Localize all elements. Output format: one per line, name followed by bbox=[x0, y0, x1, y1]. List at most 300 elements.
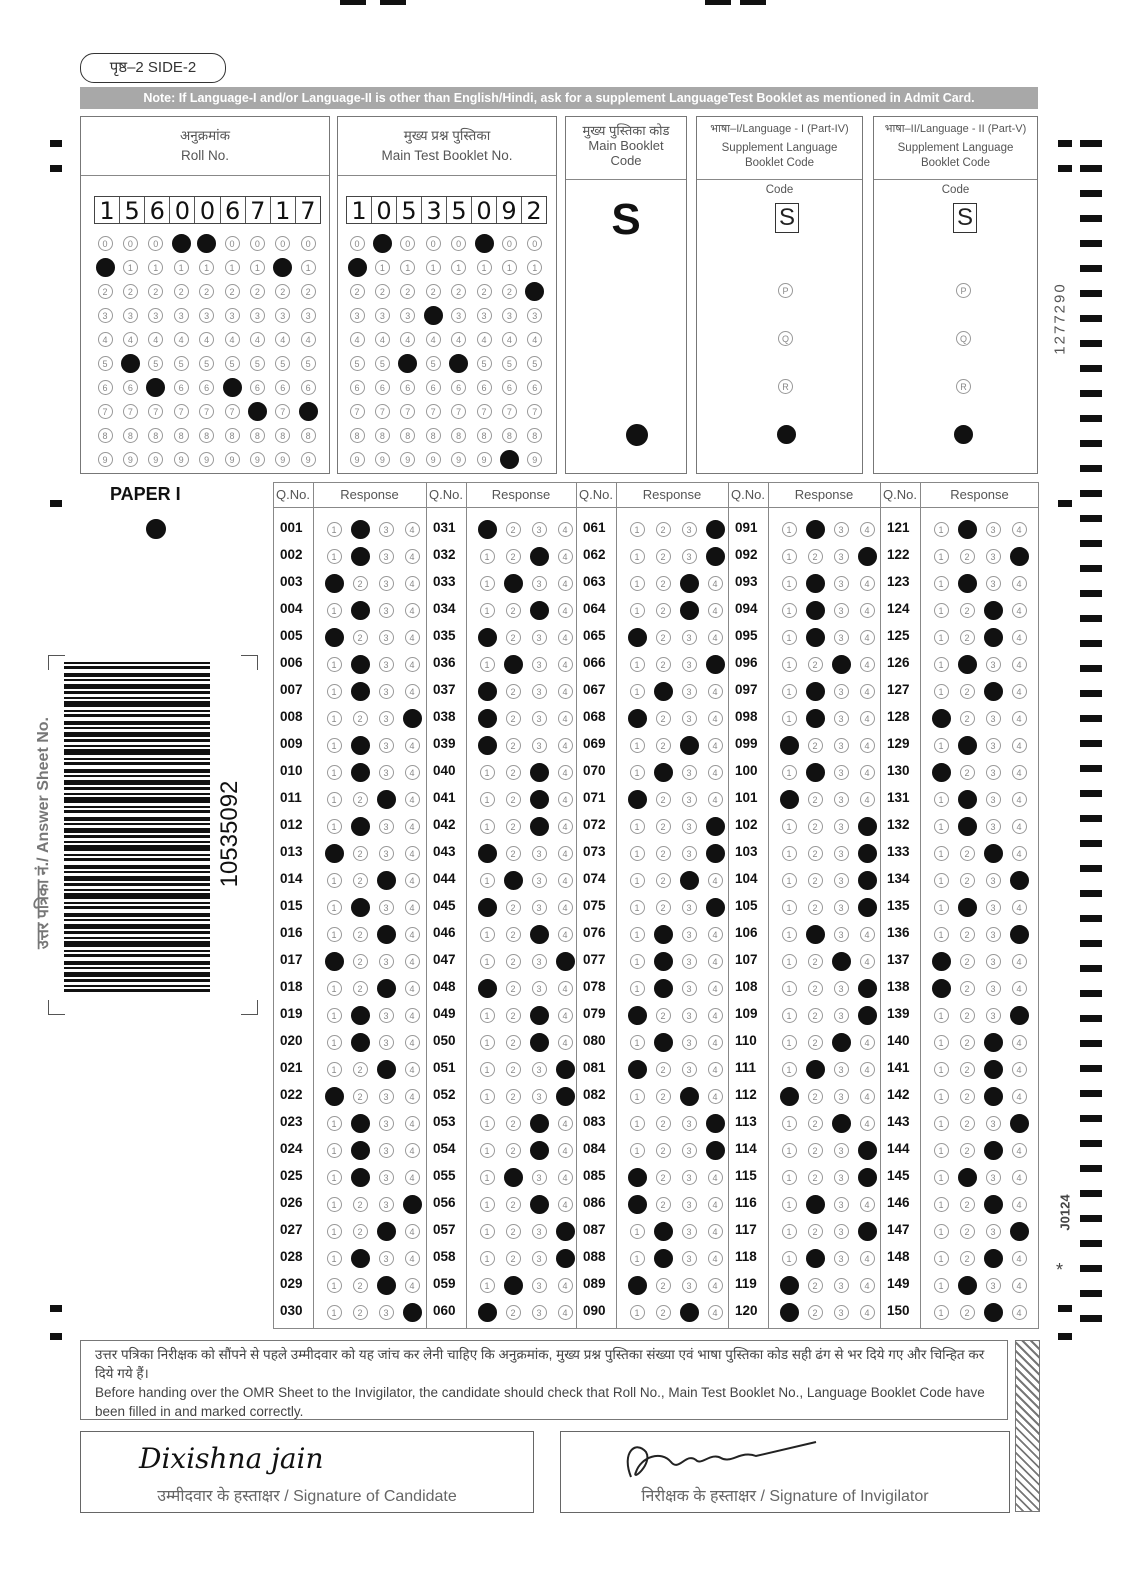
roll-bubble[interactable]: 4 bbox=[123, 332, 138, 347]
answer-bubble[interactable]: 3 bbox=[986, 1116, 1001, 1131]
roll-bubble[interactable]: 9 bbox=[275, 452, 290, 467]
answer-bubble[interactable]: 3 bbox=[986, 522, 1001, 537]
answer-bubble[interactable] bbox=[478, 844, 497, 863]
answer-bubble[interactable]: 1 bbox=[630, 603, 645, 618]
answer-bubble[interactable]: 3 bbox=[379, 684, 394, 699]
booklet-bubble[interactable]: 4 bbox=[375, 332, 390, 347]
answer-bubble[interactable] bbox=[654, 1222, 673, 1241]
answer-bubble[interactable] bbox=[351, 1141, 370, 1160]
answer-bubble[interactable]: 1 bbox=[327, 1143, 342, 1158]
answer-bubble[interactable]: 4 bbox=[708, 576, 723, 591]
answer-bubble[interactable] bbox=[932, 979, 951, 998]
answer-bubble[interactable] bbox=[1010, 925, 1029, 944]
answer-bubble[interactable]: 1 bbox=[782, 711, 797, 726]
answer-bubble[interactable]: 4 bbox=[558, 549, 573, 564]
booklet-bubble[interactable]: 5 bbox=[502, 356, 517, 371]
answer-bubble[interactable]: 3 bbox=[532, 684, 547, 699]
answer-bubble[interactable] bbox=[780, 1276, 799, 1295]
roll-bubble[interactable]: 9 bbox=[250, 452, 265, 467]
answer-bubble[interactable]: 3 bbox=[986, 819, 1001, 834]
booklet-bubble[interactable]: 6 bbox=[426, 380, 441, 395]
roll-bubble[interactable]: 9 bbox=[123, 452, 138, 467]
answer-bubble[interactable]: 4 bbox=[405, 1062, 420, 1077]
answer-bubble[interactable]: 1 bbox=[934, 738, 949, 753]
answer-bubble[interactable]: 2 bbox=[656, 1143, 671, 1158]
roll-digit-5[interactable]: 0 bbox=[195, 197, 220, 223]
answer-bubble[interactable]: 3 bbox=[986, 873, 1001, 888]
answer-bubble[interactable]: 4 bbox=[558, 630, 573, 645]
candidate-signature-box[interactable] bbox=[80, 1431, 534, 1513]
answer-bubble[interactable]: 2 bbox=[808, 738, 823, 753]
answer-bubble[interactable]: 3 bbox=[379, 738, 394, 753]
answer-bubble[interactable]: 4 bbox=[558, 522, 573, 537]
roll-bubble[interactable]: 3 bbox=[301, 308, 316, 323]
answer-bubble[interactable] bbox=[958, 1276, 977, 1295]
answer-bubble[interactable]: 2 bbox=[960, 711, 975, 726]
answer-bubble[interactable]: 4 bbox=[708, 1035, 723, 1050]
answer-bubble[interactable]: 2 bbox=[506, 738, 521, 753]
answer-bubble[interactable]: 1 bbox=[480, 1062, 495, 1077]
answer-bubble[interactable] bbox=[984, 1060, 1003, 1079]
booklet-bubble[interactable]: 2 bbox=[477, 284, 492, 299]
answer-bubble[interactable]: 3 bbox=[986, 1278, 1001, 1293]
answer-bubble[interactable] bbox=[530, 1033, 549, 1052]
answer-bubble[interactable] bbox=[628, 1006, 647, 1025]
answer-bubble[interactable] bbox=[351, 736, 370, 755]
answer-bubble[interactable]: 4 bbox=[860, 738, 875, 753]
roll-bubble[interactable]: 4 bbox=[250, 332, 265, 347]
answer-bubble[interactable]: 3 bbox=[379, 819, 394, 834]
answer-bubble[interactable]: 4 bbox=[860, 1089, 875, 1104]
roll-digit-6[interactable]: 6 bbox=[221, 197, 246, 223]
answer-bubble[interactable] bbox=[351, 655, 370, 674]
answer-bubble[interactable]: 3 bbox=[379, 1116, 394, 1131]
answer-bubble[interactable]: 3 bbox=[986, 549, 1001, 564]
answer-bubble[interactable]: 3 bbox=[682, 981, 697, 996]
answer-bubble[interactable] bbox=[680, 1303, 699, 1322]
answer-bubble[interactable]: 4 bbox=[860, 1035, 875, 1050]
answer-bubble[interactable] bbox=[628, 1060, 647, 1079]
answer-bubble[interactable]: 3 bbox=[986, 1170, 1001, 1185]
answer-bubble[interactable]: 2 bbox=[353, 1089, 368, 1104]
booklet-bubble[interactable]: 5 bbox=[527, 356, 542, 371]
answer-bubble[interactable]: 4 bbox=[405, 1116, 420, 1131]
answer-bubble[interactable] bbox=[654, 1249, 673, 1268]
answer-bubble[interactable] bbox=[858, 871, 877, 890]
answer-bubble[interactable]: 4 bbox=[405, 1170, 420, 1185]
answer-bubble[interactable]: 3 bbox=[834, 603, 849, 618]
answer-bubble[interactable]: 3 bbox=[682, 684, 697, 699]
answer-bubble[interactable]: 2 bbox=[960, 927, 975, 942]
answer-bubble[interactable]: 3 bbox=[532, 954, 547, 969]
answer-bubble[interactable]: 3 bbox=[986, 576, 1001, 591]
answer-bubble[interactable] bbox=[654, 979, 673, 998]
roll-digit-8[interactable]: 1 bbox=[271, 197, 296, 223]
answer-bubble[interactable] bbox=[706, 1114, 725, 1133]
answer-bubble[interactable]: 1 bbox=[934, 1143, 949, 1158]
answer-bubble[interactable]: 4 bbox=[708, 1224, 723, 1239]
booklet-bubble[interactable]: 3 bbox=[527, 308, 542, 323]
answer-bubble[interactable]: 4 bbox=[558, 873, 573, 888]
answer-bubble[interactable]: 1 bbox=[480, 1224, 495, 1239]
answer-bubble[interactable]: 4 bbox=[1012, 819, 1027, 834]
answer-bubble[interactable]: 4 bbox=[558, 1278, 573, 1293]
roll-bubble[interactable]: 6 bbox=[275, 380, 290, 395]
booklet-bubble[interactable]: 8 bbox=[527, 428, 542, 443]
answer-bubble[interactable]: 2 bbox=[506, 1062, 521, 1077]
answer-bubble[interactable]: 4 bbox=[1012, 1197, 1027, 1212]
answer-bubble[interactable]: 4 bbox=[405, 657, 420, 672]
answer-bubble[interactable]: 1 bbox=[480, 657, 495, 672]
roll-bubble[interactable]: 5 bbox=[98, 356, 113, 371]
answer-bubble[interactable]: 3 bbox=[834, 684, 849, 699]
booklet-bubble[interactable]: 7 bbox=[375, 404, 390, 419]
answer-bubble[interactable]: 3 bbox=[834, 1251, 849, 1266]
lang2-code-value[interactable]: S bbox=[953, 203, 977, 233]
booklet-bubble[interactable]: 6 bbox=[502, 380, 517, 395]
roll-bubble[interactable]: 0 bbox=[250, 236, 265, 251]
answer-bubble[interactable] bbox=[478, 736, 497, 755]
booklet-bubble[interactable]: 8 bbox=[375, 428, 390, 443]
answer-bubble[interactable]: 3 bbox=[682, 846, 697, 861]
answer-bubble[interactable]: 1 bbox=[630, 1035, 645, 1050]
answer-bubble[interactable]: 1 bbox=[327, 792, 342, 807]
answer-bubble[interactable] bbox=[478, 979, 497, 998]
roll-bubble[interactable]: 9 bbox=[174, 452, 189, 467]
answer-bubble[interactable]: 1 bbox=[782, 576, 797, 591]
answer-bubble[interactable] bbox=[504, 871, 523, 890]
answer-bubble[interactable]: 1 bbox=[327, 1224, 342, 1239]
answer-bubble[interactable]: 3 bbox=[986, 1008, 1001, 1023]
answer-bubble[interactable]: 1 bbox=[934, 1224, 949, 1239]
answer-bubble[interactable]: 1 bbox=[934, 792, 949, 807]
answer-bubble[interactable] bbox=[680, 736, 699, 755]
answer-bubble[interactable]: 4 bbox=[558, 1305, 573, 1320]
answer-bubble[interactable]: 2 bbox=[808, 1305, 823, 1320]
answer-bubble[interactable] bbox=[556, 952, 575, 971]
booklet-bubble[interactable]: 6 bbox=[477, 380, 492, 395]
answer-bubble[interactable] bbox=[530, 1141, 549, 1160]
answer-bubble[interactable] bbox=[530, 547, 549, 566]
booklet-bubble[interactable] bbox=[525, 282, 544, 301]
answer-bubble[interactable] bbox=[654, 682, 673, 701]
answer-bubble[interactable]: 1 bbox=[782, 954, 797, 969]
booklet-digit-boxes[interactable] bbox=[346, 196, 547, 224]
answer-bubble[interactable]: 4 bbox=[708, 954, 723, 969]
answer-bubble[interactable]: 1 bbox=[327, 522, 342, 537]
answer-bubble[interactable]: 2 bbox=[656, 1197, 671, 1212]
answer-bubble[interactable] bbox=[403, 1303, 422, 1322]
answer-bubble[interactable]: 1 bbox=[934, 1116, 949, 1131]
roll-bubble[interactable]: 0 bbox=[98, 236, 113, 251]
answer-bubble[interactable]: 3 bbox=[682, 1251, 697, 1266]
answer-bubble[interactable] bbox=[377, 1222, 396, 1241]
answer-bubble[interactable]: 1 bbox=[782, 1062, 797, 1077]
answer-bubble[interactable] bbox=[351, 1249, 370, 1268]
answer-bubble[interactable]: 4 bbox=[1012, 576, 1027, 591]
answer-bubble[interactable]: 1 bbox=[327, 738, 342, 753]
booklet-bubble[interactable]: 5 bbox=[477, 356, 492, 371]
answer-bubble[interactable]: 4 bbox=[405, 1251, 420, 1266]
answer-bubble[interactable] bbox=[628, 628, 647, 647]
roll-bubble[interactable]: 7 bbox=[98, 404, 113, 419]
answer-bubble[interactable] bbox=[806, 1060, 825, 1079]
answer-bubble[interactable] bbox=[832, 1033, 851, 1052]
answer-bubble[interactable]: 1 bbox=[327, 1251, 342, 1266]
roll-bubble[interactable]: 9 bbox=[199, 452, 214, 467]
answer-bubble[interactable]: 4 bbox=[558, 603, 573, 618]
answer-bubble[interactable]: 3 bbox=[379, 576, 394, 591]
answer-bubble[interactable] bbox=[832, 1114, 851, 1133]
answer-bubble[interactable]: 3 bbox=[834, 1197, 849, 1212]
answer-bubble[interactable]: 1 bbox=[327, 711, 342, 726]
booklet-bubble[interactable]: 0 bbox=[400, 236, 415, 251]
answer-bubble[interactable]: 1 bbox=[934, 927, 949, 942]
answer-bubble[interactable]: 3 bbox=[986, 927, 1001, 942]
booklet-bubble[interactable]: 8 bbox=[350, 428, 365, 443]
booklet-bubble[interactable]: 9 bbox=[477, 452, 492, 467]
roll-bubble[interactable]: 6 bbox=[123, 380, 138, 395]
roll-bubble[interactable]: 0 bbox=[148, 236, 163, 251]
answer-bubble[interactable]: 4 bbox=[708, 927, 723, 942]
answer-bubble[interactable]: 2 bbox=[506, 603, 521, 618]
answer-bubble[interactable]: 4 bbox=[1012, 1143, 1027, 1158]
answer-bubble[interactable] bbox=[351, 763, 370, 782]
answer-bubble[interactable] bbox=[984, 682, 1003, 701]
answer-bubble[interactable] bbox=[806, 520, 825, 539]
answer-bubble[interactable]: 4 bbox=[558, 1035, 573, 1050]
booklet-bubble[interactable]: 9 bbox=[350, 452, 365, 467]
answer-bubble[interactable]: 3 bbox=[834, 1224, 849, 1239]
answer-bubble[interactable]: 4 bbox=[708, 1089, 723, 1104]
answer-bubble[interactable]: 4 bbox=[860, 765, 875, 780]
booklet-bubble[interactable]: 2 bbox=[502, 284, 517, 299]
answer-bubble[interactable]: 4 bbox=[405, 1224, 420, 1239]
answer-bubble[interactable]: 1 bbox=[327, 1035, 342, 1050]
answer-bubble[interactable]: 4 bbox=[860, 711, 875, 726]
answer-bubble[interactable] bbox=[806, 682, 825, 701]
answer-bubble[interactable]: 3 bbox=[532, 1089, 547, 1104]
booklet-bubble[interactable] bbox=[373, 234, 392, 253]
answer-bubble[interactable]: 4 bbox=[405, 738, 420, 753]
answer-bubble[interactable] bbox=[654, 925, 673, 944]
answer-bubble[interactable]: 2 bbox=[353, 630, 368, 645]
answer-bubble[interactable]: 2 bbox=[506, 792, 521, 807]
answer-bubble[interactable]: 3 bbox=[682, 1170, 697, 1185]
roll-bubble[interactable]: 3 bbox=[250, 308, 265, 323]
answer-bubble[interactable]: 1 bbox=[782, 684, 797, 699]
answer-bubble[interactable]: 2 bbox=[656, 1305, 671, 1320]
roll-bubble[interactable]: 7 bbox=[225, 404, 240, 419]
answer-bubble[interactable]: 2 bbox=[506, 711, 521, 726]
answer-bubble[interactable]: 4 bbox=[1012, 1089, 1027, 1104]
answer-bubble[interactable]: 4 bbox=[405, 819, 420, 834]
answer-bubble[interactable]: 2 bbox=[506, 819, 521, 834]
answer-bubble[interactable]: 3 bbox=[834, 900, 849, 915]
answer-bubble[interactable]: 3 bbox=[986, 900, 1001, 915]
answer-bubble[interactable]: 3 bbox=[682, 549, 697, 564]
answer-bubble[interactable]: 3 bbox=[986, 711, 1001, 726]
answer-bubble[interactable]: 4 bbox=[860, 954, 875, 969]
booklet-digit-1[interactable]: 1 bbox=[347, 197, 372, 223]
roll-bubble[interactable]: 5 bbox=[301, 356, 316, 371]
answer-bubble[interactable]: 2 bbox=[808, 1143, 823, 1158]
booklet-bubble[interactable]: 1 bbox=[477, 260, 492, 275]
answer-bubble[interactable]: 4 bbox=[405, 1008, 420, 1023]
answer-bubble[interactable] bbox=[377, 1276, 396, 1295]
answer-bubble[interactable]: 3 bbox=[682, 1197, 697, 1212]
booklet-bubble[interactable]: 7 bbox=[477, 404, 492, 419]
answer-bubble[interactable]: 1 bbox=[934, 846, 949, 861]
answer-bubble[interactable]: 2 bbox=[353, 1224, 368, 1239]
answer-bubble[interactable]: 3 bbox=[532, 522, 547, 537]
answer-bubble[interactable] bbox=[680, 1087, 699, 1106]
answer-bubble[interactable] bbox=[958, 520, 977, 539]
answer-bubble[interactable]: 4 bbox=[1012, 1035, 1027, 1050]
answer-bubble[interactable]: 1 bbox=[782, 819, 797, 834]
roll-bubble[interactable]: 2 bbox=[98, 284, 113, 299]
booklet-bubble[interactable]: 7 bbox=[426, 404, 441, 419]
answer-bubble[interactable] bbox=[530, 601, 549, 620]
answer-bubble[interactable]: 3 bbox=[682, 1008, 697, 1023]
answer-bubble[interactable] bbox=[832, 655, 851, 674]
booklet-bubble[interactable]: 0 bbox=[451, 236, 466, 251]
roll-bubble[interactable]: 5 bbox=[250, 356, 265, 371]
answer-bubble[interactable]: 3 bbox=[379, 657, 394, 672]
lang1-code-value[interactable]: S bbox=[775, 203, 799, 233]
roll-bubble[interactable] bbox=[197, 234, 216, 253]
answer-bubble[interactable] bbox=[325, 952, 344, 971]
answer-bubble[interactable]: 4 bbox=[405, 684, 420, 699]
answer-bubble[interactable]: 3 bbox=[834, 1008, 849, 1023]
answer-bubble[interactable]: 4 bbox=[1012, 657, 1027, 672]
roll-bubble[interactable]: 5 bbox=[174, 356, 189, 371]
answer-bubble[interactable]: 4 bbox=[708, 873, 723, 888]
answer-bubble[interactable]: 1 bbox=[630, 1116, 645, 1131]
answer-bubble[interactable] bbox=[858, 898, 877, 917]
answer-bubble[interactable]: 3 bbox=[532, 657, 547, 672]
answer-bubble[interactable]: 1 bbox=[782, 1224, 797, 1239]
answer-bubble[interactable]: 3 bbox=[532, 576, 547, 591]
answer-bubble[interactable]: 2 bbox=[808, 1278, 823, 1293]
answer-bubble[interactable] bbox=[1010, 1114, 1029, 1133]
booklet-digit-7[interactable]: 9 bbox=[497, 197, 522, 223]
answer-bubble[interactable]: 4 bbox=[860, 630, 875, 645]
roll-bubble[interactable]: 3 bbox=[225, 308, 240, 323]
booklet-bubble[interactable]: 4 bbox=[426, 332, 441, 347]
roll-bubble[interactable]: 4 bbox=[98, 332, 113, 347]
answer-bubble[interactable] bbox=[984, 1141, 1003, 1160]
answer-bubble[interactable]: 2 bbox=[960, 954, 975, 969]
answer-bubble[interactable] bbox=[984, 601, 1003, 620]
answer-bubble[interactable]: 4 bbox=[860, 657, 875, 672]
booklet-bubble[interactable]: 8 bbox=[426, 428, 441, 443]
answer-bubble[interactable]: 1 bbox=[782, 603, 797, 618]
answer-bubble[interactable] bbox=[706, 1141, 725, 1160]
booklet-bubble[interactable]: 5 bbox=[426, 356, 441, 371]
answer-bubble[interactable]: 4 bbox=[860, 1116, 875, 1131]
answer-bubble[interactable]: 2 bbox=[960, 1251, 975, 1266]
answer-bubble[interactable] bbox=[351, 601, 370, 620]
answer-bubble[interactable] bbox=[706, 547, 725, 566]
answer-bubble[interactable]: 2 bbox=[808, 657, 823, 672]
answer-bubble[interactable]: 1 bbox=[934, 1251, 949, 1266]
answer-bubble[interactable]: 4 bbox=[708, 792, 723, 807]
answer-bubble[interactable] bbox=[984, 1087, 1003, 1106]
answer-bubble[interactable] bbox=[504, 1168, 523, 1187]
answer-bubble[interactable]: 4 bbox=[405, 1143, 420, 1158]
answer-bubble[interactable]: 4 bbox=[708, 711, 723, 726]
answer-bubble[interactable]: 4 bbox=[558, 819, 573, 834]
answer-bubble[interactable]: 3 bbox=[834, 630, 849, 645]
answer-bubble[interactable]: 2 bbox=[656, 522, 671, 537]
answer-bubble[interactable]: 1 bbox=[782, 630, 797, 645]
answer-bubble[interactable]: 2 bbox=[960, 1197, 975, 1212]
answer-bubble[interactable]: 3 bbox=[986, 954, 1001, 969]
roll-bubble[interactable]: 9 bbox=[301, 452, 316, 467]
booklet-bubble[interactable]: 0 bbox=[527, 236, 542, 251]
answer-bubble[interactable] bbox=[858, 1222, 877, 1241]
booklet-bubble[interactable]: 2 bbox=[426, 284, 441, 299]
answer-bubble[interactable] bbox=[858, 1006, 877, 1025]
booklet-digit-2[interactable]: 0 bbox=[372, 197, 397, 223]
answer-bubble[interactable] bbox=[478, 628, 497, 647]
answer-bubble[interactable]: 1 bbox=[782, 846, 797, 861]
answer-bubble[interactable] bbox=[1010, 547, 1029, 566]
answer-bubble[interactable]: 3 bbox=[379, 603, 394, 618]
answer-bubble[interactable]: 1 bbox=[934, 1035, 949, 1050]
booklet-bubble[interactable] bbox=[500, 450, 519, 469]
answer-bubble[interactable]: 3 bbox=[532, 846, 547, 861]
answer-bubble[interactable]: 2 bbox=[960, 765, 975, 780]
answer-bubble[interactable]: 3 bbox=[986, 738, 1001, 753]
booklet-bubble[interactable]: 9 bbox=[426, 452, 441, 467]
answer-bubble[interactable] bbox=[858, 1141, 877, 1160]
answer-bubble[interactable] bbox=[351, 1033, 370, 1052]
lang2-option-r[interactable]: R bbox=[956, 379, 971, 394]
answer-bubble[interactable]: 1 bbox=[934, 657, 949, 672]
answer-bubble[interactable] bbox=[984, 1249, 1003, 1268]
answer-bubble[interactable] bbox=[530, 790, 549, 809]
answer-bubble[interactable]: 1 bbox=[480, 1089, 495, 1104]
answer-bubble[interactable]: 1 bbox=[782, 1251, 797, 1266]
booklet-bubble[interactable]: 8 bbox=[400, 428, 415, 443]
answer-bubble[interactable]: 2 bbox=[656, 792, 671, 807]
answer-bubble[interactable] bbox=[780, 1303, 799, 1322]
answer-bubble[interactable] bbox=[628, 1168, 647, 1187]
lang1-option-r[interactable]: R bbox=[778, 379, 793, 394]
answer-bubble[interactable]: 3 bbox=[682, 1224, 697, 1239]
answer-bubble[interactable]: 4 bbox=[708, 1197, 723, 1212]
answer-bubble[interactable]: 1 bbox=[327, 1305, 342, 1320]
answer-bubble[interactable] bbox=[806, 628, 825, 647]
answer-bubble[interactable] bbox=[351, 817, 370, 836]
booklet-digit-5[interactable]: 5 bbox=[447, 197, 472, 223]
booklet-bubble[interactable]: 1 bbox=[502, 260, 517, 275]
answer-bubble[interactable]: 1 bbox=[630, 522, 645, 537]
answer-bubble[interactable]: 2 bbox=[808, 1170, 823, 1185]
answer-bubble[interactable]: 1 bbox=[327, 927, 342, 942]
booklet-bubble[interactable]: 1 bbox=[451, 260, 466, 275]
answer-bubble[interactable]: 1 bbox=[782, 900, 797, 915]
answer-bubble[interactable]: 3 bbox=[834, 1278, 849, 1293]
answer-bubble[interactable] bbox=[984, 1195, 1003, 1214]
answer-bubble[interactable]: 2 bbox=[960, 1143, 975, 1158]
booklet-bubble[interactable]: 1 bbox=[527, 260, 542, 275]
booklet-bubble[interactable]: 8 bbox=[502, 428, 517, 443]
roll-bubble[interactable]: 4 bbox=[199, 332, 214, 347]
answer-bubble[interactable] bbox=[377, 871, 396, 890]
